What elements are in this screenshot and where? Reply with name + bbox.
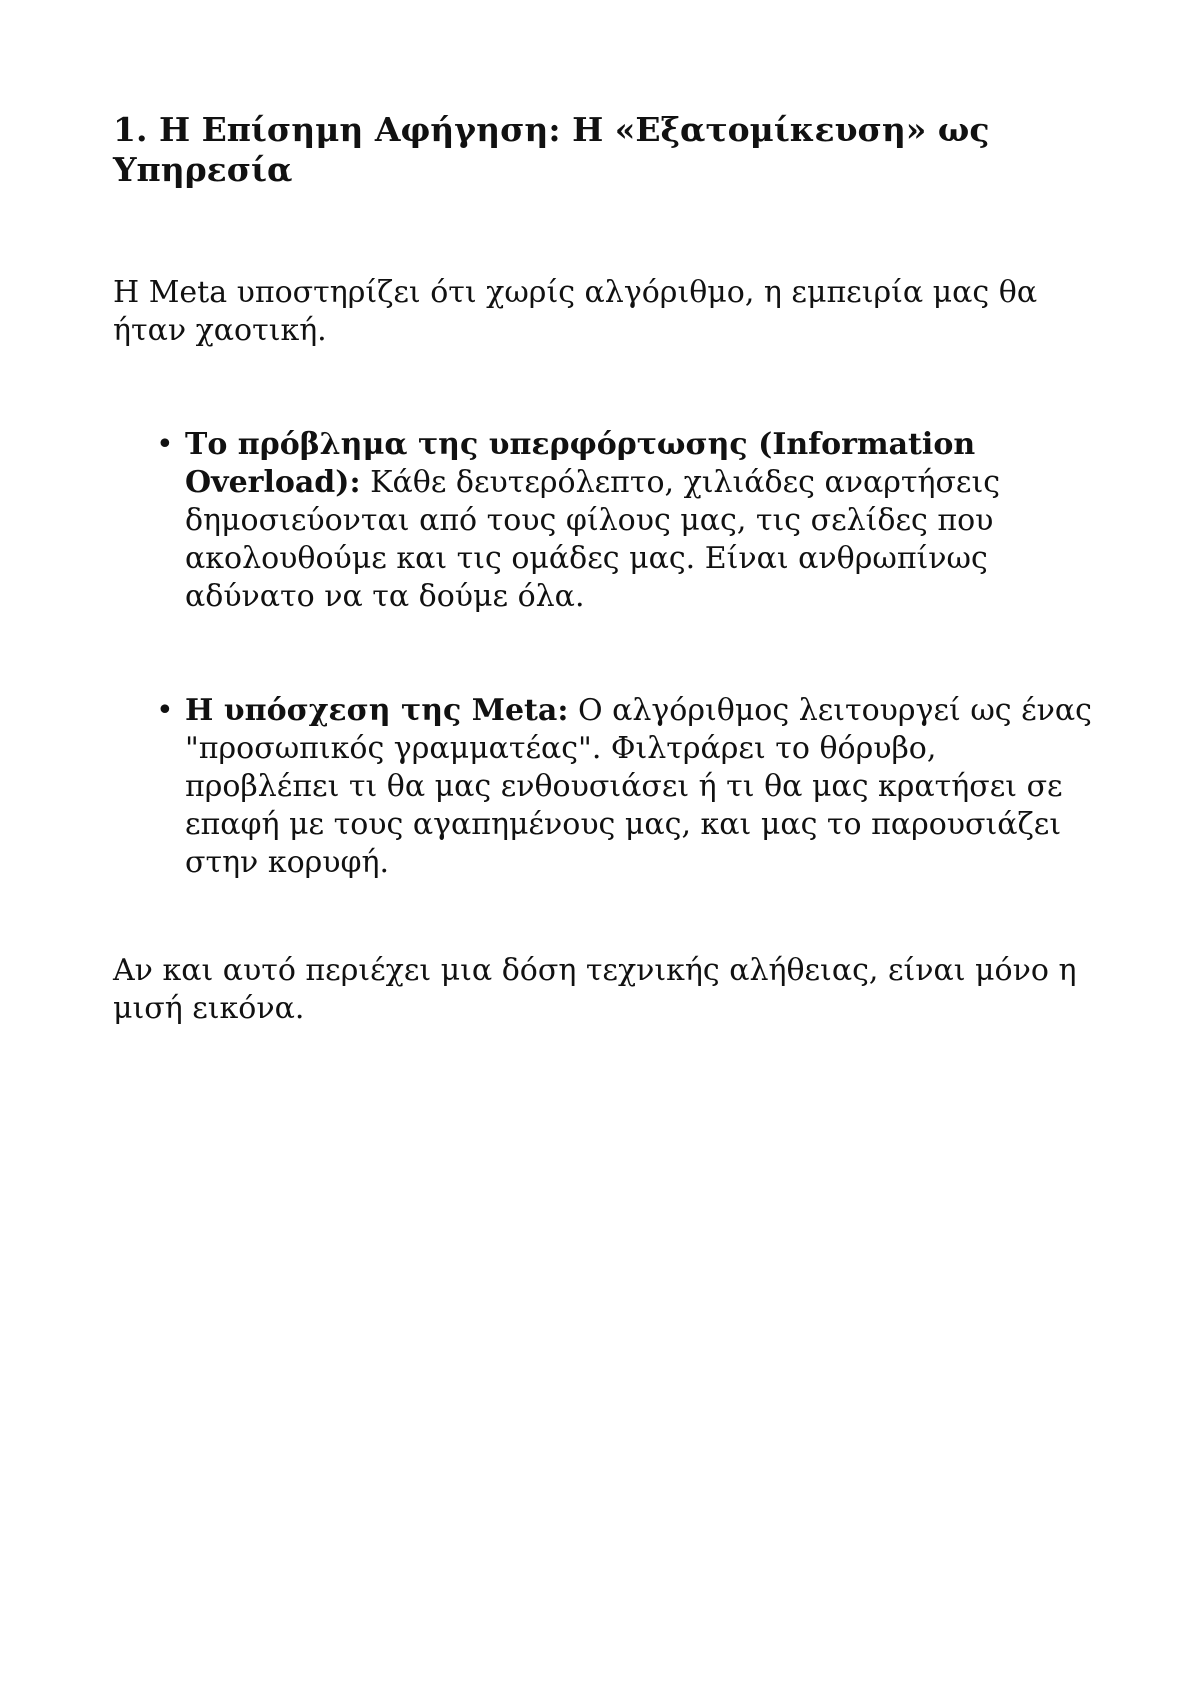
bullet-dot-icon: •: [156, 693, 174, 728]
bullet-item-text: Κάθε δευτερόλεπτο, χιλιάδες αναρτήσεις δημοσιεύονται από τους φίλους μας, τις σελίδες που ακολουθούμε και τις ομάδες μας. Είναι ανθρωπίνως αδύνατο να τα δούμε όλα.: [185, 465, 1001, 614]
bullet-list: [113, 426, 1093, 882]
bullet-dot-icon: •: [156, 427, 174, 462]
bullet-item-title: Το πρόβλημα της υπερφόρτωσης (Information Overload):: [185, 427, 976, 500]
section-heading: 1. Η Επίσημη Αφήγηση: Η «Εξατομίκευση» ως Υπηρεσία: [113, 110, 990, 189]
closing-paragraph: Αν και αυτό περιέχει μια δόση τεχνικής αλήθειας, είναι μόνο η μισή εικόνα.: [113, 953, 1077, 1026]
bullet-item-title: Η υπόσχεση της Meta:: [185, 693, 569, 728]
bullet-item-meta-promise: [113, 692, 1093, 882]
bullet-item-text: Ο αλγόριθμος λειτουργεί ως ένας "προσωπικός γραμματέας". Φιλτράρει το θόρυβο, προβλέπει τι θα μας ενθουσιάσει ή τι θα μας κρατήσει σε επαφή με τους αγαπημένους μας, και μας το παρουσιάζει στην κορυφή.: [185, 693, 1092, 880]
intro-paragraph: Η Meta υποστηρίζει ότι χωρίς αλγόριθμο, η εμπειρία μας θα ήταν χαοτική.: [113, 275, 1038, 348]
bullet-item-information-overload: [113, 426, 1093, 616]
page-content: [113, 110, 1093, 1028]
